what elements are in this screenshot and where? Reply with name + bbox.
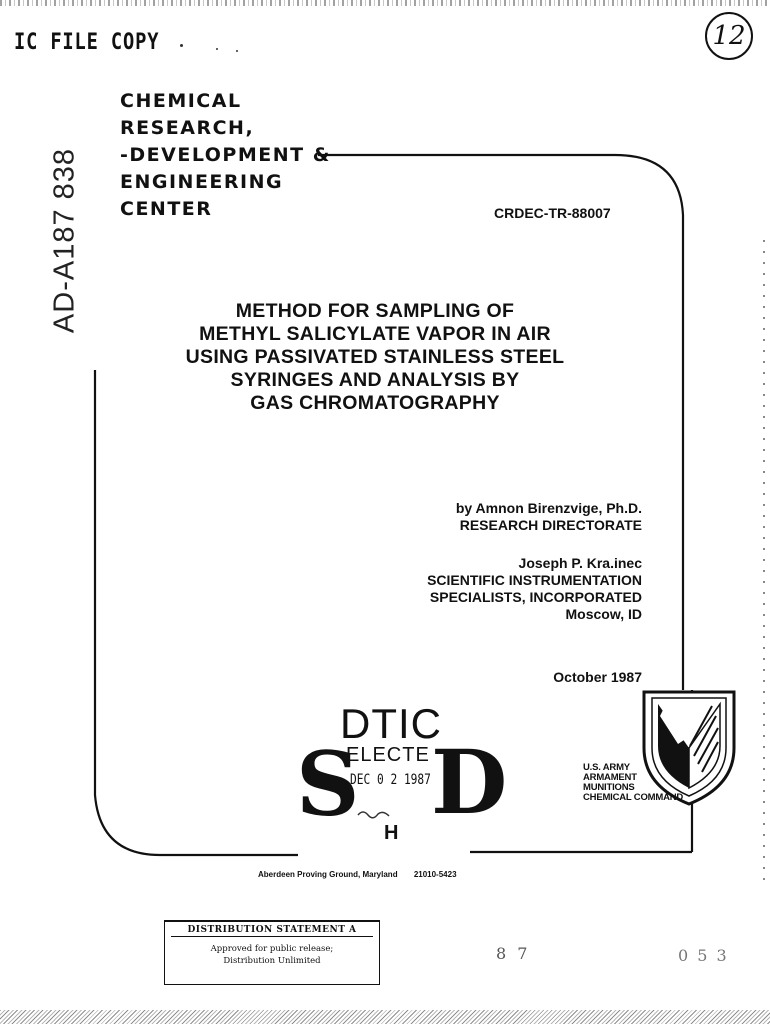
- accession-number: AD-A187 838: [48, 147, 81, 334]
- scan-noise-bottom: [0, 1010, 770, 1024]
- author-affiliation: SCIENTIFIC INSTRUMENTATION: [427, 572, 642, 588]
- location-place: Aberdeen Proving Ground, Maryland: [258, 870, 398, 879]
- report-number: CRDEC-TR-88007: [494, 205, 611, 221]
- stamp-scribble: [355, 806, 395, 822]
- title-line: METHOD FOR SAMPLING OF: [235, 300, 515, 322]
- location-zip: 21010-5423: [413, 870, 457, 879]
- command-line: MUNITIONS: [583, 782, 635, 793]
- dtic-stamp-agency: DTIC: [340, 700, 442, 747]
- author-block: [330, 500, 642, 623]
- dtic-stamp-date: DEC 0 2 1987: [350, 772, 431, 788]
- command-line: U.S. ARMY: [583, 762, 630, 773]
- author-affiliation: SPECIALISTS, INCORPORATED: [429, 589, 642, 605]
- author-affiliation: RESEARCH DIRECTORATE: [459, 517, 642, 533]
- scan-speck: [216, 48, 218, 50]
- author-location: Moscow, ID: [565, 606, 642, 622]
- organization-line: CHEMICAL: [120, 90, 242, 112]
- title-line: SYRINGES AND ANALYSIS BY: [230, 369, 520, 391]
- organization-line: -DEVELOPMENT &: [120, 144, 331, 166]
- distribution-statement: [164, 920, 380, 985]
- scan-edge-dots: [763, 240, 765, 880]
- author-line: Joseph P. Kra.inec: [518, 555, 642, 571]
- title-line: METHYL SALICYLATE VAPOR IN AIR: [199, 323, 551, 345]
- distribution-heading: DISTRIBUTION STATEMENT A: [171, 925, 373, 937]
- report-title: [140, 300, 610, 415]
- dtic-stamp-letter-s: S: [296, 732, 360, 836]
- command-line: CHEMICAL COMMAND: [583, 792, 684, 803]
- army-command-name: [583, 763, 683, 803]
- dtic-stamp-status: ELECTE: [346, 744, 430, 766]
- circled-number: 12: [705, 12, 753, 60]
- scan-speck: [180, 44, 183, 47]
- page-mark-left: 8 7: [496, 944, 531, 963]
- organization-line: RESEARCH,: [120, 117, 255, 139]
- file-copy-stamp: IC FILE COPY: [14, 30, 160, 55]
- author-line: by Amnon Birenzvige, Ph.D.: [455, 500, 642, 516]
- location-line: [258, 870, 457, 879]
- title-line: USING PASSIVATED STAINLESS STEEL: [185, 346, 565, 368]
- distribution-line: Approved for public release;: [210, 944, 334, 954]
- dtic-stamp-letter-h: H: [384, 822, 399, 844]
- page-mark-right: 0 5 3: [678, 946, 729, 965]
- title-line: GAS CHROMATOGRAPHY: [250, 392, 500, 414]
- scan-speck: [236, 50, 238, 52]
- distribution-line: Distribution Unlimited: [223, 956, 321, 966]
- dtic-stamp-letter-d: D: [431, 730, 508, 834]
- command-line: ARMAMENT: [583, 772, 637, 783]
- organization-line: CENTER: [120, 198, 213, 220]
- organization-line: ENGINEERING: [120, 171, 284, 193]
- publication-date: October 1987: [553, 669, 642, 685]
